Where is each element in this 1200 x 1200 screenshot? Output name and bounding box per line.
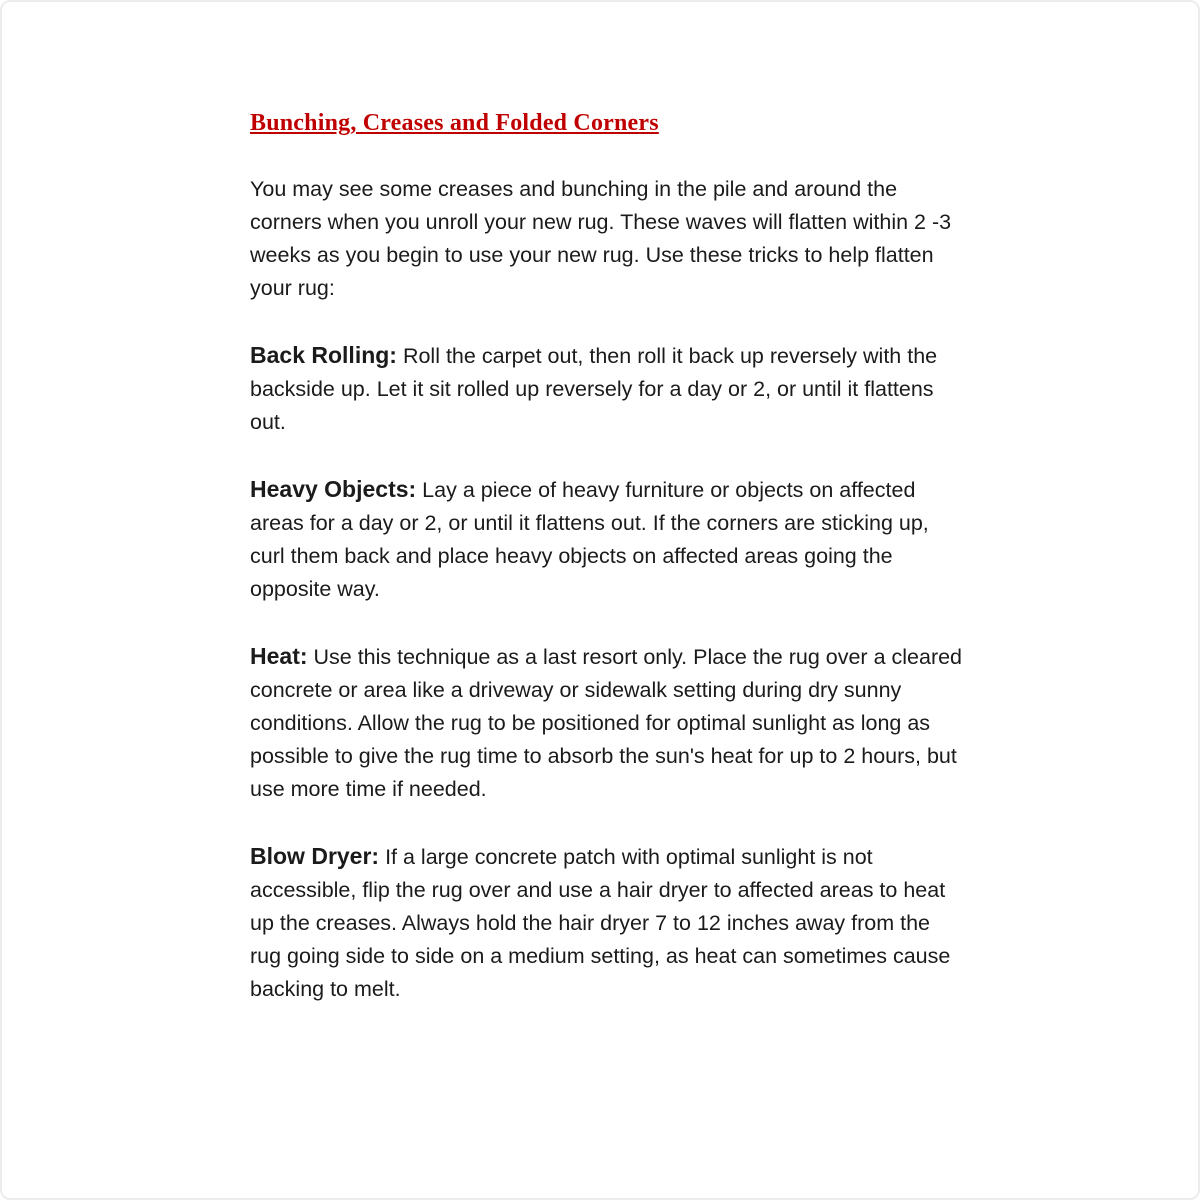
section-heat	[250, 640, 964, 806]
section-back-rolling	[250, 339, 964, 439]
intro-paragraph: You may see some creases and bunching in the pile and around the corners when you unroll your new rug. These waves will flatten within 2 -3 weeks as you begin to use your new rug. Use these tricks to help flatten your rug:	[250, 177, 952, 300]
section-blow-dryer-label: Blow Dryer:	[250, 843, 380, 869]
section-heat-label: Heat:	[250, 643, 308, 669]
section-blow-dryer-text: If a large concrete patch with optimal sunlight is not accessible, flip the rug over and use a hair dryer to affected areas to heat up the creases. Always hold the hair dryer 7 to 12 inches away from the rug going side to side on a medium setting, as heat can sometimes cause backing to melt.	[250, 845, 951, 1001]
document-title: Bunching, Creases and Folded Corners	[250, 110, 659, 136]
document-content	[250, 110, 964, 1040]
section-blow-dryer	[250, 840, 964, 1006]
section-heavy-objects	[250, 473, 964, 606]
section-back-rolling-text: Roll the carpet out, then roll it back up reversely with the backside up. Let it sit rolled up reversely for a day or 2, or until it flattens out.	[250, 344, 938, 434]
section-back-rolling-label: Back Rolling:	[250, 342, 397, 368]
section-heavy-objects-label: Heavy Objects:	[250, 476, 417, 502]
section-heat-text: Use this technique as a last resort only. Place the rug over a cleared concrete or area like a driveway or sidewalk setting during dry sunny conditions. Allow the rug to be positioned for optimal sunlight as long as possible to give the rug time to absorb the sun's heat for up to 2 hours, but use more time if needed.	[250, 645, 963, 801]
section-heavy-objects-text: Lay a piece of heavy furniture or objects on affected areas for a day or 2, or until it flattens out. If the corners are sticking up, curl them back and place heavy objects on affected areas going the opposite way.	[250, 478, 929, 601]
